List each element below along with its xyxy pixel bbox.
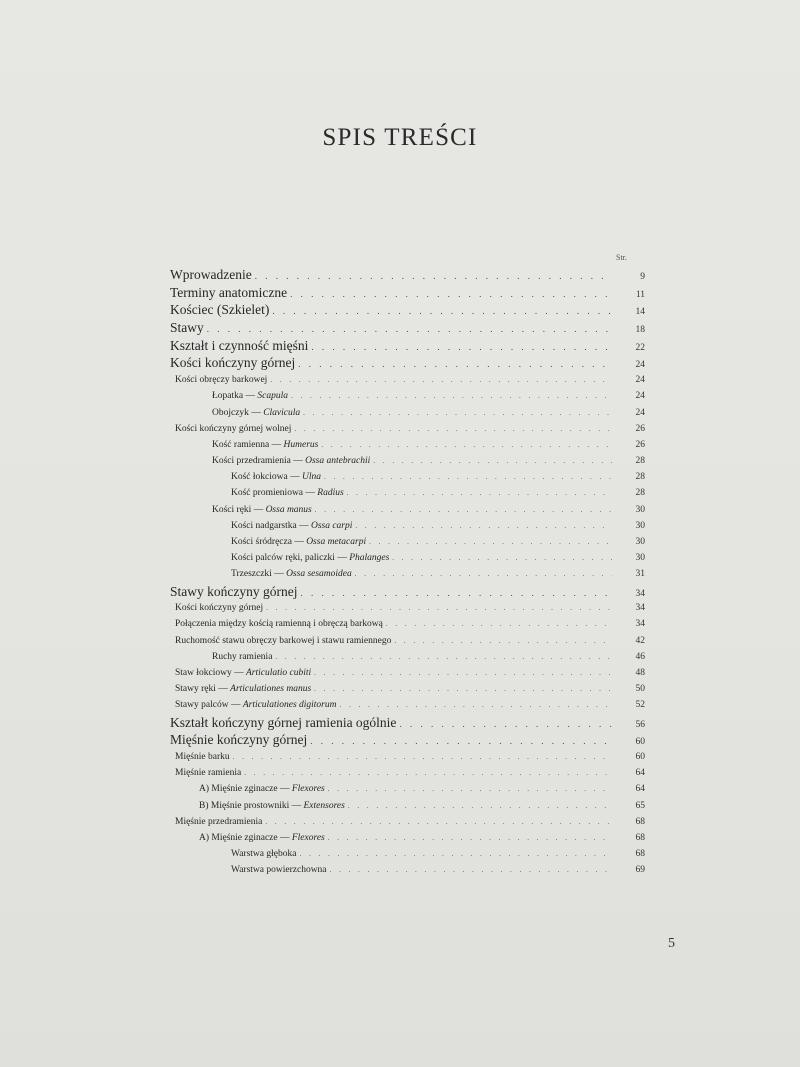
toc-entry-page: 22 bbox=[635, 342, 645, 353]
toc-entry-latin: Radius bbox=[317, 488, 344, 499]
toc-entry-latin: Ossa manus bbox=[265, 504, 312, 515]
dot-leader bbox=[321, 437, 612, 453]
toc-entry-page: 48 bbox=[635, 668, 645, 678]
toc-entry-dash: — bbox=[230, 700, 241, 711]
toc-entry bbox=[170, 485, 645, 501]
toc-entry-text: Kości nadgarstka bbox=[231, 520, 297, 531]
toc-entry-dash: — bbox=[251, 407, 261, 418]
toc-entry-label bbox=[170, 814, 262, 830]
toc-entry-latin: Flexores bbox=[291, 832, 325, 843]
toc-entry-latin: Phalanges bbox=[349, 553, 390, 564]
dot-leader bbox=[328, 830, 612, 846]
toc-entry-latin: Ossa carpi bbox=[310, 520, 353, 531]
toc-entry-latin: Extensores bbox=[303, 800, 345, 811]
page-number: 5 bbox=[668, 936, 675, 951]
toc-entry bbox=[170, 405, 645, 421]
dot-leader bbox=[392, 550, 612, 566]
toc-entry-text: Kość promieniowa bbox=[231, 488, 304, 499]
toc-entry-label bbox=[170, 354, 295, 372]
toc-entry-page: 26 bbox=[635, 439, 645, 450]
toc-entry-label bbox=[170, 731, 307, 749]
toc-entry-page: 30 bbox=[635, 537, 645, 547]
toc-entry-text: Kość łokciowa bbox=[231, 472, 288, 483]
dot-leader bbox=[291, 388, 612, 404]
toc-entry-latin: Ossa antebrachii bbox=[305, 456, 371, 467]
page-title: SPIS TREŚCI bbox=[322, 124, 478, 151]
toc-entry-dash: — bbox=[271, 439, 282, 450]
dot-leader bbox=[340, 697, 613, 713]
toc-entry-label bbox=[170, 665, 311, 681]
toc-entry-dash: — bbox=[274, 569, 284, 580]
toc-entry-text: Mięśnie przedramienia bbox=[175, 816, 263, 827]
dot-leader bbox=[275, 649, 612, 665]
toc-entry bbox=[170, 749, 645, 765]
toc-entry-page: 9 bbox=[640, 272, 645, 282]
toc-entry-page: 50 bbox=[635, 684, 645, 695]
toc-entry-label bbox=[170, 534, 366, 550]
toc-entry-dash: — bbox=[294, 537, 304, 547]
toc-entry-label bbox=[170, 405, 300, 421]
dot-leader bbox=[394, 633, 612, 649]
toc-entry-text: Wprowadzenie bbox=[170, 267, 252, 282]
dot-leader bbox=[266, 600, 612, 616]
toc-entry-page: 64 bbox=[635, 768, 645, 779]
toc-entry bbox=[170, 566, 645, 582]
toc-entry bbox=[170, 337, 645, 355]
toc-entry-latin: Humerus bbox=[283, 439, 319, 450]
toc-entry-label bbox=[170, 502, 312, 518]
toc-entry-text: Warstwa głęboka bbox=[231, 849, 297, 860]
toc-entry-text: Mięśnie ramienia bbox=[175, 768, 242, 779]
toc-entry bbox=[170, 319, 645, 337]
toc-entry bbox=[170, 765, 645, 781]
dot-leader bbox=[315, 502, 612, 518]
dot-leader bbox=[369, 534, 612, 550]
toc-entry-text: Kształt i czynność mięśni bbox=[170, 337, 309, 353]
toc-entry-page: 60 bbox=[635, 751, 645, 762]
toc-entry-label bbox=[170, 862, 327, 878]
toc-entry bbox=[170, 437, 645, 453]
toc-entry-page: 56 bbox=[635, 719, 645, 730]
toc-entry-text: Terminy anatomiczne bbox=[170, 284, 288, 300]
toc-entry-dash: — bbox=[218, 684, 228, 695]
toc-entry-page: 60 bbox=[635, 737, 645, 748]
toc-entry-page: 28 bbox=[635, 472, 645, 483]
dot-leader bbox=[373, 453, 612, 469]
toc-entry bbox=[170, 583, 645, 601]
toc-entry-text: Stawy kończyny górnej bbox=[170, 583, 298, 599]
toc-entry-text: Stawy ręki bbox=[175, 684, 216, 695]
toc-entry-text: Mięśnie barku bbox=[175, 751, 230, 762]
toc-entry-label bbox=[170, 714, 396, 732]
toc-entry-label bbox=[170, 550, 389, 566]
toc-entry-text: A) Mięśnie zginacze bbox=[199, 784, 278, 795]
toc-entry-dash: — bbox=[253, 504, 264, 515]
toc-entry-latin: Articulationes digitorum bbox=[242, 700, 337, 711]
toc-entry bbox=[170, 502, 645, 518]
toc-entry-label bbox=[170, 518, 352, 534]
toc-entry-text: Kość ramienna bbox=[212, 439, 270, 450]
toc-entry bbox=[170, 266, 645, 284]
toc-entry bbox=[170, 697, 645, 713]
toc-entry-page: 24 bbox=[635, 375, 645, 386]
toc-entry-dash: — bbox=[279, 784, 290, 795]
toc-entry-page: 28 bbox=[635, 488, 645, 499]
toc-entry bbox=[170, 284, 645, 302]
toc-entry-page: 69 bbox=[635, 865, 645, 876]
toc-entry-label bbox=[170, 337, 308, 355]
toc-entry-page: 24 bbox=[635, 360, 645, 371]
toc-entry-label bbox=[170, 798, 345, 814]
toc-entry-page: 14 bbox=[635, 307, 645, 318]
toc-entry-label bbox=[170, 681, 311, 697]
toc-entry-latin: Ulna bbox=[301, 472, 321, 483]
toc-entry-text: Ruchomość stawu obręczy barkowej i stawu ramiennego bbox=[175, 635, 392, 646]
toc-entry-page: 42 bbox=[635, 635, 645, 646]
dot-leader bbox=[294, 421, 612, 437]
toc-entry-page: 31 bbox=[635, 569, 645, 580]
toc-entry bbox=[170, 372, 645, 388]
toc-entry bbox=[170, 421, 645, 437]
table-of-contents bbox=[170, 266, 645, 878]
toc-entry-label bbox=[170, 453, 370, 469]
toc-entry bbox=[170, 301, 645, 319]
toc-entry bbox=[170, 781, 645, 797]
dot-leader bbox=[324, 469, 612, 485]
toc-entry-page: 34 bbox=[635, 603, 645, 614]
dot-leader bbox=[386, 616, 612, 632]
toc-entry-dash: — bbox=[305, 488, 315, 499]
toc-entry bbox=[170, 862, 645, 878]
toc-entry-text: A) Mięśnie zginacze bbox=[199, 832, 278, 843]
toc-entry-label bbox=[170, 633, 391, 649]
toc-entry-page: 26 bbox=[635, 423, 645, 434]
toc-entry bbox=[170, 681, 645, 697]
toc-entry-latin: Articulationes manus bbox=[230, 684, 312, 695]
toc-entry-text: Warstwa powierzchowna bbox=[231, 865, 327, 876]
toc-entry bbox=[170, 649, 645, 665]
toc-entry-page: 65 bbox=[635, 800, 645, 811]
toc-entry-text: Kształt kończyny górnej ramienia ogólnie bbox=[170, 714, 397, 730]
toc-entry-page: 34 bbox=[635, 588, 645, 599]
toc-entry-latin: Ossa sesamoidea bbox=[286, 569, 352, 580]
toc-entry-page: 64 bbox=[635, 784, 645, 795]
toc-entry-label bbox=[170, 830, 325, 846]
toc-entry-label bbox=[170, 781, 325, 797]
toc-entry-text: Połączenia między kością ramienną i obręczą barkową bbox=[175, 619, 383, 630]
dot-leader bbox=[270, 372, 612, 388]
toc-entry-label bbox=[170, 600, 263, 616]
toc-entry-label bbox=[170, 319, 204, 337]
toc-entry-text: Kości śródręcza bbox=[231, 537, 292, 547]
toc-entry-text: Łopatka bbox=[212, 391, 244, 402]
dot-leader bbox=[330, 862, 612, 878]
toc-entry bbox=[170, 616, 645, 632]
toc-entry bbox=[170, 354, 645, 372]
toc-entry-label bbox=[170, 649, 272, 665]
toc-entry-label bbox=[170, 846, 296, 862]
toc-entry-text: B) Mięśnie prostowniki bbox=[199, 800, 290, 811]
dot-leader bbox=[244, 765, 612, 781]
toc-entry-page: 30 bbox=[635, 520, 645, 531]
toc-entry-dash: — bbox=[234, 668, 244, 678]
toc-entry-text: Kości palców ręki, paliczki bbox=[231, 553, 335, 564]
toc-entry-label bbox=[170, 437, 318, 453]
toc-entry-text: Kości przedramienia bbox=[212, 456, 291, 467]
toc-entry-text: Staw łokciowy bbox=[175, 668, 232, 678]
dot-leader bbox=[265, 814, 612, 830]
page-column-label: Str. bbox=[616, 253, 627, 262]
toc-entry-page: 68 bbox=[635, 816, 645, 827]
toc-entry-latin: Scapula bbox=[257, 391, 288, 402]
dot-leader bbox=[314, 681, 612, 697]
toc-entry bbox=[170, 846, 645, 862]
toc-entry bbox=[170, 550, 645, 566]
toc-entry-text: Kościec (Szkielet) bbox=[170, 302, 270, 318]
toc-entry-page: 28 bbox=[635, 456, 645, 467]
toc-entry-label bbox=[170, 697, 337, 713]
toc-entry-text: Kości kończyny górnej bbox=[170, 355, 296, 371]
toc-entry bbox=[170, 798, 645, 814]
toc-entry-label bbox=[170, 421, 291, 437]
toc-entry bbox=[170, 830, 645, 846]
toc-entry-label bbox=[170, 372, 267, 388]
toc-entry-dash: — bbox=[279, 832, 290, 843]
toc-entry-label bbox=[170, 583, 297, 601]
toc-entry bbox=[170, 534, 645, 550]
toc-entry-text: Mięśnie kończyny górnej bbox=[170, 732, 308, 748]
toc-entry-page: 34 bbox=[635, 619, 645, 630]
toc-entry-latin: Clavicula bbox=[263, 407, 301, 418]
toc-entry bbox=[170, 600, 645, 616]
toc-entry-label bbox=[170, 566, 352, 582]
toc-entry bbox=[170, 469, 645, 485]
toc-entry bbox=[170, 814, 645, 830]
dot-leader bbox=[299, 846, 612, 862]
toc-entry-page: 24 bbox=[635, 391, 645, 402]
dot-leader bbox=[328, 781, 612, 797]
toc-entry-page: 46 bbox=[635, 651, 645, 662]
toc-entry-page: 11 bbox=[635, 289, 645, 300]
toc-entry bbox=[170, 665, 645, 681]
toc-entry bbox=[170, 714, 645, 732]
toc-entry-dash: — bbox=[290, 472, 300, 483]
dot-leader bbox=[355, 518, 612, 534]
toc-entry-dash: — bbox=[245, 391, 256, 402]
toc-entry-label bbox=[170, 388, 288, 404]
toc-entry-dash: — bbox=[337, 553, 347, 564]
toc-entry-latin: Articulatio cubiti bbox=[245, 668, 312, 678]
dot-leader bbox=[355, 566, 612, 582]
toc-entry-text: Ruchy ramienia bbox=[212, 651, 273, 662]
toc-entry-label bbox=[170, 469, 321, 485]
toc-entry-label bbox=[170, 301, 269, 319]
toc-entry-text: Trzeszczki bbox=[231, 569, 272, 580]
toc-entry-page: 30 bbox=[635, 504, 645, 515]
toc-entry-label bbox=[170, 485, 344, 501]
toc-entry bbox=[170, 731, 645, 749]
toc-entry-label bbox=[170, 616, 383, 632]
toc-entry-latin: Flexores bbox=[291, 784, 325, 795]
toc-entry bbox=[170, 388, 645, 404]
toc-entry-text: Kości kończyny górnej wolnej bbox=[175, 423, 292, 434]
toc-entry bbox=[170, 518, 645, 534]
dot-leader bbox=[348, 798, 612, 814]
toc-entry-label bbox=[170, 266, 252, 284]
toc-entry-page: 18 bbox=[635, 325, 645, 336]
toc-entry-label bbox=[170, 284, 287, 302]
dot-leader bbox=[303, 405, 612, 421]
toc-entry-latin: Ossa metacarpi bbox=[306, 537, 367, 547]
toc-entry bbox=[170, 453, 645, 469]
toc-entry-dash: — bbox=[293, 456, 303, 467]
toc-entry bbox=[170, 633, 645, 649]
toc-entry-text: Kości ręki bbox=[212, 504, 252, 515]
dot-leader bbox=[233, 749, 612, 765]
toc-entry-page: 68 bbox=[635, 832, 645, 843]
toc-entry-text: Obojczyk bbox=[212, 407, 249, 418]
dot-leader bbox=[347, 485, 612, 501]
dot-leader bbox=[314, 665, 612, 681]
toc-entry-text: Stawy bbox=[170, 320, 204, 336]
toc-entry-label bbox=[170, 765, 241, 781]
toc-entry-page: 30 bbox=[635, 553, 645, 564]
toc-entry-text: Kości kończyny górnej bbox=[175, 603, 264, 614]
toc-entry-label bbox=[170, 749, 230, 765]
toc-entry-dash: — bbox=[299, 520, 309, 531]
toc-entry-dash: — bbox=[291, 800, 302, 811]
toc-entry-text: Stawy palców bbox=[175, 700, 229, 711]
toc-entry-page: 52 bbox=[635, 700, 645, 711]
toc-entry-page: 24 bbox=[635, 407, 645, 418]
toc-entry-text: Kości obręczy barkowej bbox=[175, 375, 268, 386]
toc-entry-page: 68 bbox=[635, 849, 645, 860]
